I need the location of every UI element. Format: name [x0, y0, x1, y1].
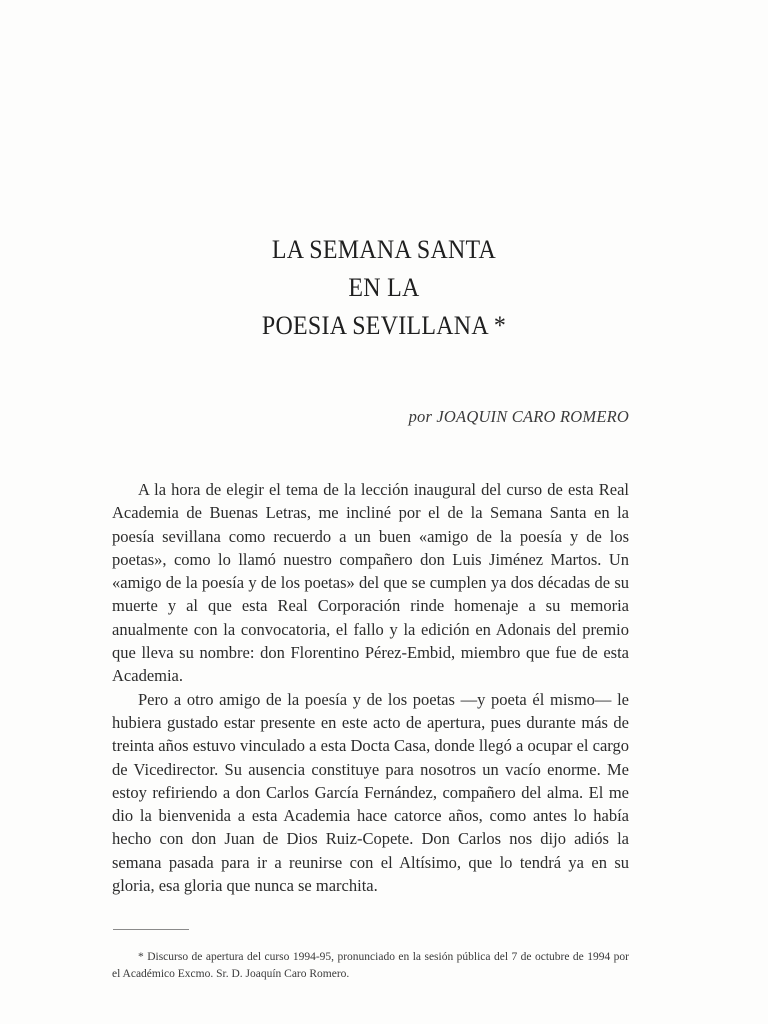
- footnote-text: * Discurso de apertura del curso 1994-95, pronunciado en la sesión pública del 7 de octubre de 1994 por el Académico Excmo. Sr. D. Joaquín Caro Romero.: [112, 951, 629, 980]
- paragraph-1: A la hora de elegir el tema de la lección inaugural del curso de esta Real Academia de Buenas Letras, me incliné por el de la Semana Santa en la poesía sevillana como recuerdo a un buen «amigo de la poesía y de los poetas», como lo llamó nuestro compañero don Luis Jiménez Martos. Un «amigo de la poesía y de los poetas» del que se cumplen ya dos décadas de su muerte y al que esta Real Corporación rinde homenaje a su memoria anualmente con la convocatoria, el fallo y la edición en Adonais del premio que lleva su nombre: don Florentino Pérez-Embid, miembro que fue de esta Academia.: [112, 480, 629, 686]
- title-line-2: EN LA: [348, 273, 420, 302]
- footnote: [112, 949, 629, 983]
- title-line-1: LA SEMANA SANTA: [271, 235, 497, 264]
- article-title: [0, 231, 768, 345]
- footnote-separator: [113, 929, 189, 930]
- body-text: [112, 478, 629, 897]
- author-byline: por JOAQUIN CARO ROMERO: [408, 407, 629, 426]
- paragraph-2: Pero a otro amigo de la poesía y de los poetas —y poeta él mismo— le hubiera gustado estar presente en este acto de apertura, pues durante más de treinta años estuvo vinculado a esta Docta Casa, donde llegó a ocupar el cargo de Vicedirector. Su ausencia constituye para nosotros un vacío enorme. Me estoy refiriendo a don Carlos García Fernández, compañero del alma. El me dio la bienvenida a esta Academia hace catorce años, como antes lo había hecho con don Juan de Dios Ruiz-Copete. Don Carlos nos dijo adiós la semana pasada para ir a reunirse con el Altísimo, que lo tendrá ya en su gloria, esa gloria que nunca se marchita.: [112, 689, 629, 896]
- title-line-3: POESIA SEVILLANA *: [261, 311, 507, 340]
